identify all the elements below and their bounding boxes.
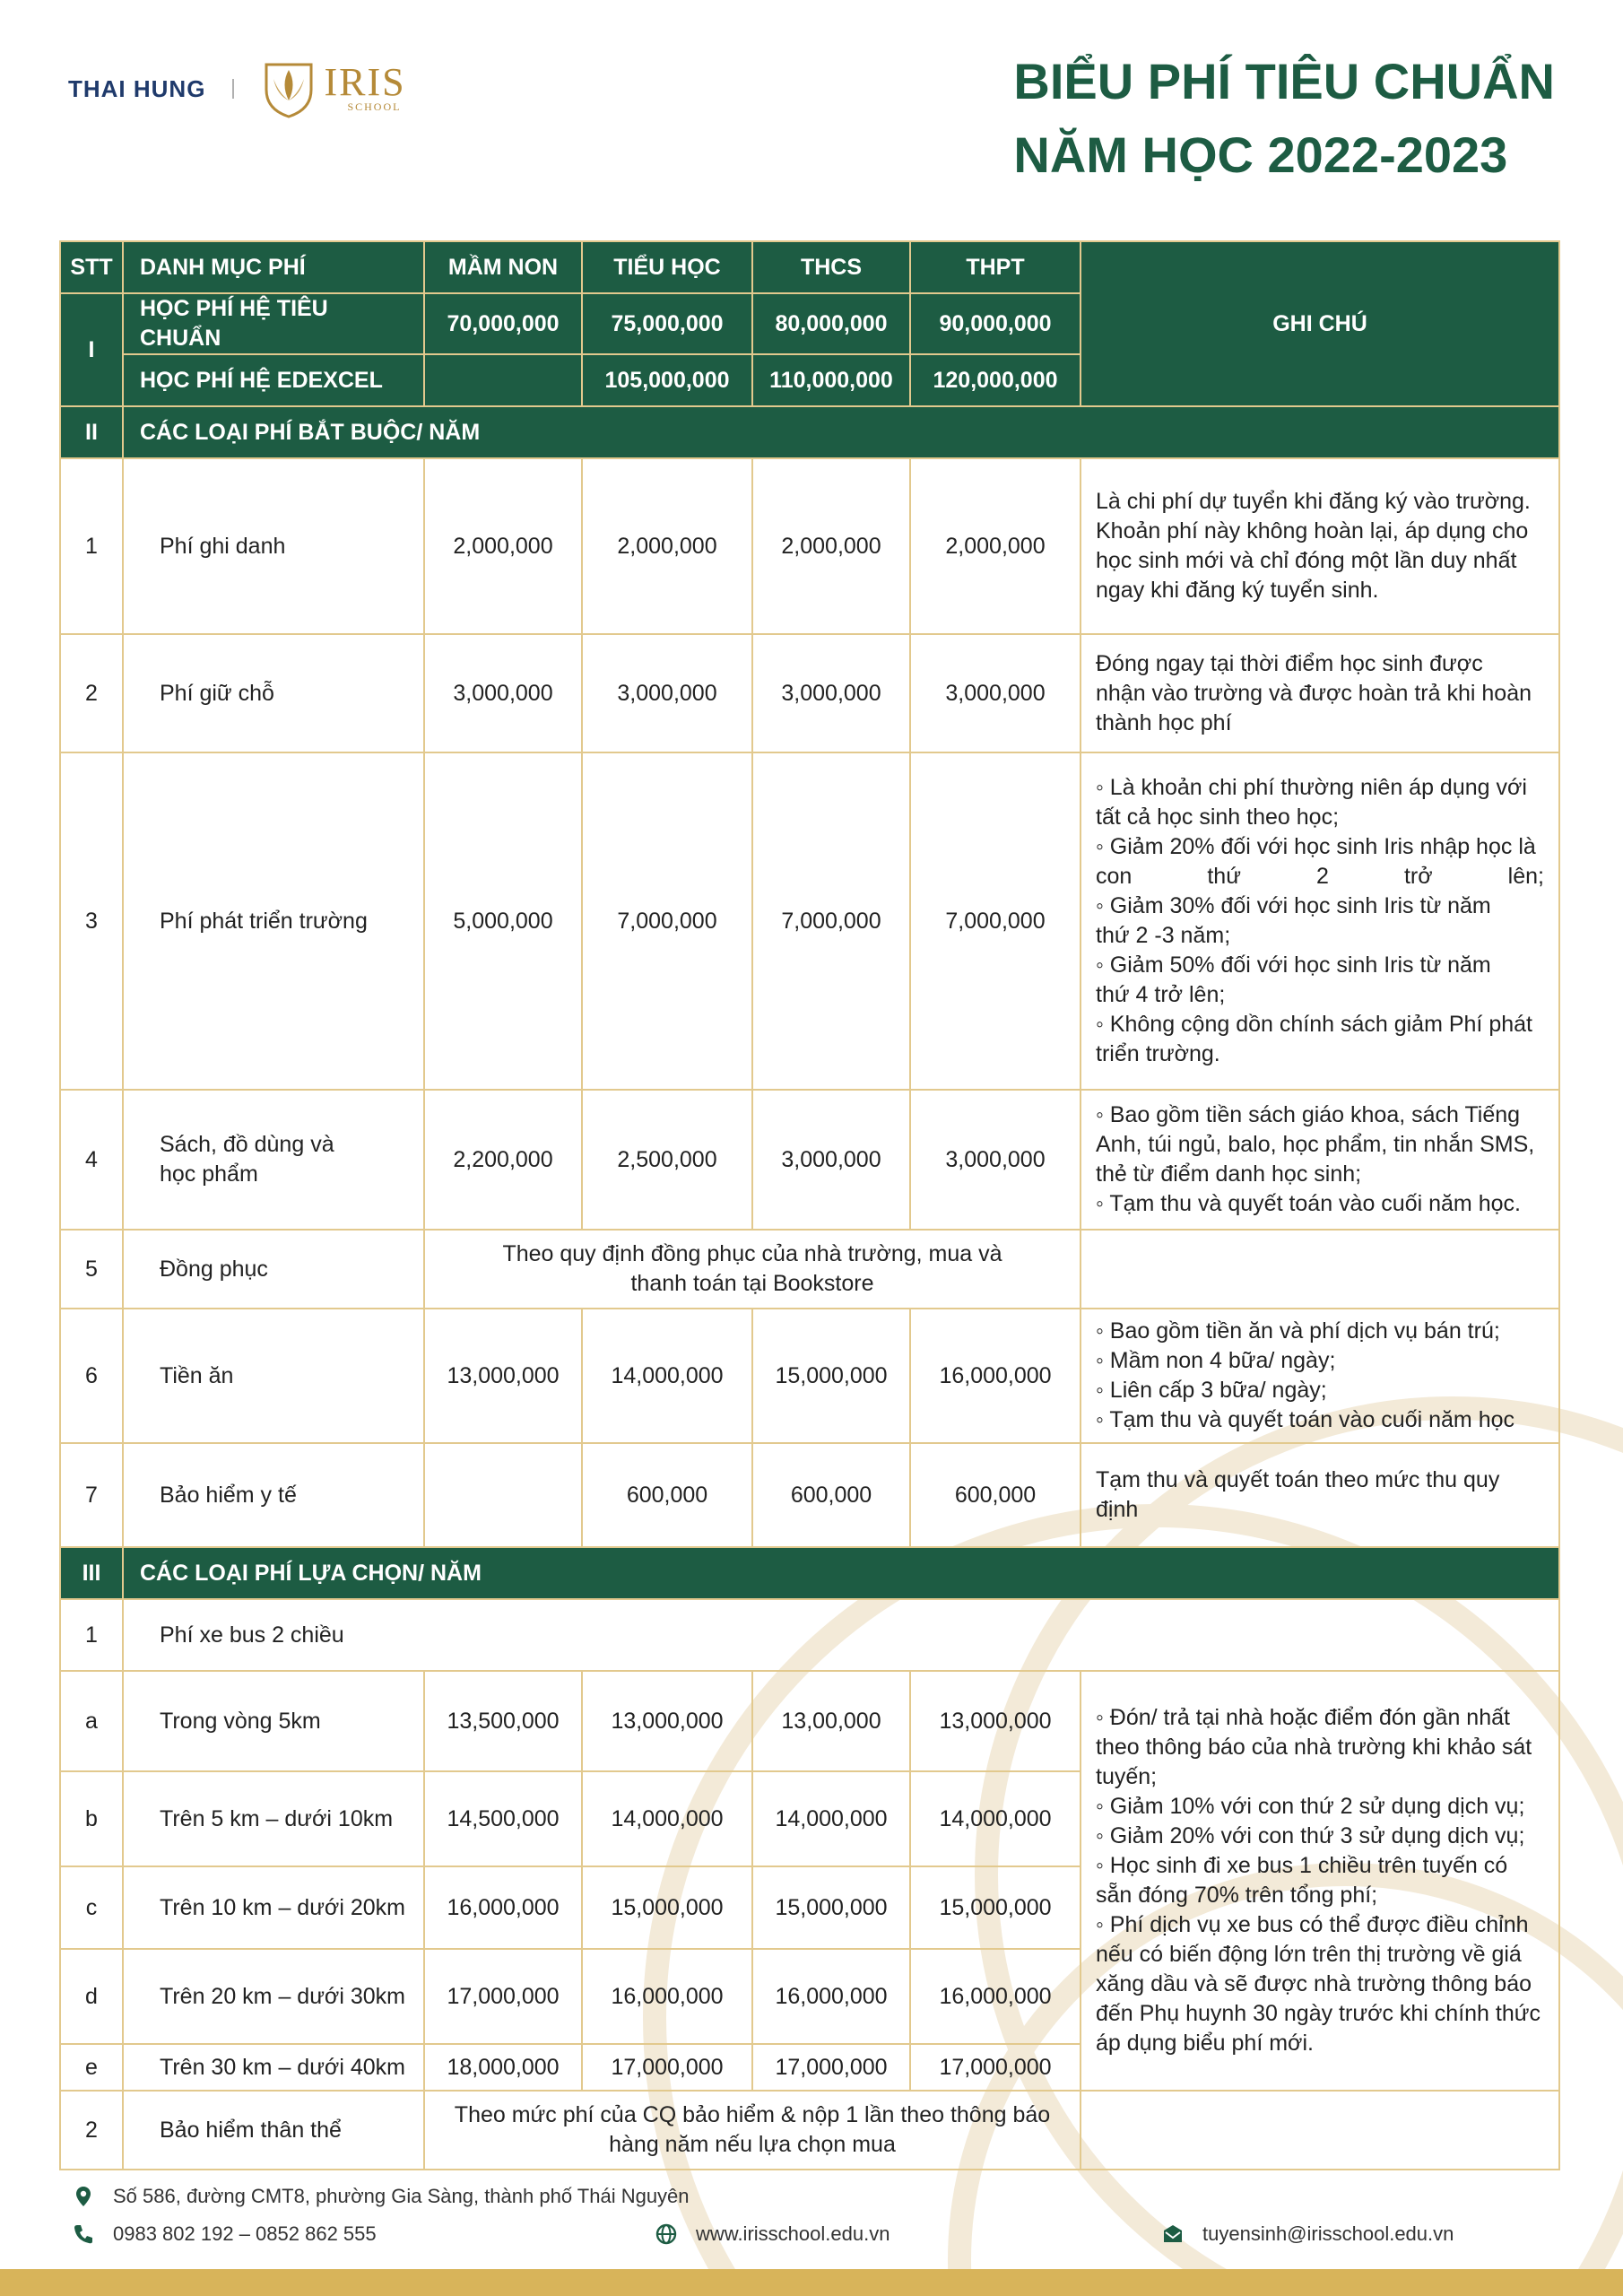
row-stt: e	[60, 2044, 123, 2091]
bus-note: ◦ Đón/ trả tại nhà hoặc điểm đón gần nhất theo thông báo của nhà trường khi khảo sát tuyến; ◦ Giảm 10% với con thứ 2 sử dụng dịch vụ; ◦ Giảm 20% với con thứ 3 sử dụng dịch vụ; ◦ Học sinh đi xe bus 1 chiều trên tuyến có sẵn đóng 70% trên tổng phí; ◦ Phí dịch vụ xe bus có thể được điều chỉnh nếu có biến động lớn trên thị trường về giá xăng dầu và sẽ được nhà trường thông báo đến Phụ huynh 30 ngày trước khi chính thức áp dụng biểu phí mới.	[1081, 1671, 1559, 2091]
table-row	[60, 1090, 1559, 1230]
cell-value: 2,200,000	[424, 1090, 582, 1230]
cell-value: 3,000,000	[752, 1090, 910, 1230]
row-stt: a	[60, 1671, 123, 1771]
tuition-edexcel-label: HỌC PHÍ HỆ EDEXCEL	[123, 354, 424, 406]
table-header-row	[60, 241, 1559, 293]
cell-value: 2,000,000	[424, 458, 582, 634]
row-name: Bảo hiểm thân thể	[123, 2091, 424, 2170]
cell-value: 18,000,000	[424, 2044, 582, 2091]
cell-value: 2,000,000	[752, 458, 910, 634]
table-row	[60, 752, 1559, 1090]
cell-value: 17,000,000	[752, 2044, 910, 2091]
phone-icon	[72, 2222, 95, 2246]
row-stt: 5	[60, 1230, 123, 1309]
row-stt: 1	[60, 458, 123, 634]
cell-value: 17,000,000	[910, 2044, 1081, 2091]
row-name: Tiền ăn	[123, 1309, 424, 1443]
row-name: Trên 10 km – dưới 20km	[123, 1866, 424, 1949]
row-stt: 3	[60, 752, 123, 1090]
cell-value: 600,000	[582, 1443, 752, 1547]
mail-icon	[1161, 2222, 1185, 2246]
row-name: Đồng phục	[123, 1230, 424, 1309]
row-name: Bảo hiểm y tế	[123, 1443, 424, 1547]
cell-value: 2,000,000	[910, 458, 1081, 634]
cell-value: 2,500,000	[582, 1090, 752, 1230]
row-name: Phí phát triển trường	[123, 752, 424, 1090]
cell-value: 7,000,000	[910, 752, 1081, 1090]
cell-value: 14,500,000	[424, 1771, 582, 1866]
table-row	[60, 1309, 1559, 1443]
row-name: Trên 5 km – dưới 10km	[123, 1771, 424, 1866]
cell-value: 15,000,000	[752, 1866, 910, 1949]
table-row	[60, 458, 1559, 634]
tuition-standard-label: HỌC PHÍ HỆ TIÊU CHUẨN	[123, 293, 424, 354]
header-note: GHI CHÚ	[1081, 241, 1559, 406]
footer-website[interactable]: www.irisschool.edu.vn	[655, 2222, 890, 2246]
globe-icon	[655, 2222, 678, 2246]
location-pin-icon	[72, 2185, 95, 2208]
header-tieu-hoc: TIỂU HỌC	[582, 241, 752, 293]
cell-value: 13,000,000	[582, 1671, 752, 1771]
table-row	[60, 1671, 1559, 1771]
cell-value: 13,500,000	[424, 1671, 582, 1771]
row-note: Là chi phí dự tuyển khi đăng ký vào trường. Khoản phí này không hoàn lại, áp dụng cho học sinh mới và chỉ đóng một lần duy nhất ngay khi đăng ký tuyển sinh.	[1081, 458, 1559, 634]
table-row	[60, 2091, 1559, 2170]
cell-value: 14,000,000	[910, 1771, 1081, 1866]
cell-value: 16,000,000	[910, 1309, 1081, 1443]
row-note: ◦ Bao gồm tiền sách giáo khoa, sách Tiếng Anh, túi ngủ, balo, học phẩm, tin nhắn SMS, thẻ từ điểm danh học sinh; ◦ Tạm thu và quyết toán vào cuối năm học.	[1081, 1090, 1559, 1230]
footer-email[interactable]: tuyensinh@irisschool.edu.vn	[1161, 2222, 1454, 2246]
header-category: DANH MỤC PHÍ	[123, 241, 424, 293]
cell-value: 16,000,000	[910, 1949, 1081, 2044]
cell-value: 17,000,000	[424, 1949, 582, 2044]
cell-value: 14,000,000	[752, 1771, 910, 1866]
section-2-title: CÁC LOẠI PHÍ BẮT BUỘC/ NĂM	[123, 406, 1559, 458]
header-mam-non: MẦM NON	[424, 241, 582, 293]
cell-value: 5,000,000	[424, 752, 582, 1090]
cell-value: 70,000,000	[424, 293, 582, 354]
row-stt: 1	[60, 1599, 123, 1671]
row-name: Trong vòng 5km	[123, 1671, 424, 1771]
cell-value: 14,000,000	[582, 1309, 752, 1443]
row-note	[1081, 2091, 1559, 2170]
cell-value: 15,000,000	[752, 1309, 910, 1443]
bottom-accent-bar	[0, 2269, 1623, 2296]
row-stt: c	[60, 1866, 123, 1949]
footer-address: Số 586, đường CMT8, phường Gia Sàng, thành phố Thái Nguyên	[72, 2185, 690, 2208]
row-name: Phí xe bus 2 chiều	[123, 1599, 1559, 1671]
cell-value	[424, 354, 582, 406]
cell-value: 105,000,000	[582, 354, 752, 406]
cell-value: 13,000,000	[910, 1671, 1081, 1771]
section-3-title: CÁC LOẠI PHÍ LỰA CHỌN/ NĂM	[123, 1547, 1559, 1599]
row-note: Đóng ngay tại thời điểm học sinh được nhận vào trường và được hoàn trả khi hoàn thành học phí	[1081, 634, 1559, 752]
brand-thai-hung: THAI HUNG	[68, 74, 206, 102]
table-row	[60, 1230, 1559, 1309]
row-note: ◦ Bao gồm tiền ăn và phí dịch vụ bán trú; ◦ Mầm non 4 bữa/ ngày; ◦ Liên cấp 3 bữa/ ngày; ◦ Tạm thu và quyết toán vào cuối năm học	[1081, 1309, 1559, 1443]
cell-value: 15,000,000	[910, 1866, 1081, 1949]
logo-divider	[232, 79, 234, 99]
cell-value: 16,000,000	[582, 1949, 752, 2044]
row-name: Phí ghi danh	[123, 458, 424, 634]
cell-value: 16,000,000	[424, 1866, 582, 1949]
page-title	[1013, 45, 1555, 192]
row-stt: 2	[60, 2091, 123, 2170]
cell-value: 2,000,000	[582, 458, 752, 634]
row-stt: 7	[60, 1443, 123, 1547]
section-2-stt: II	[60, 406, 123, 458]
cell-value: 14,000,000	[582, 1771, 752, 1866]
cell-value	[424, 1443, 582, 1547]
table-row	[60, 1599, 1559, 1671]
section-header-row	[60, 1547, 1559, 1599]
row-stt: d	[60, 1949, 123, 2044]
row-note	[1081, 1230, 1559, 1309]
row-name: Phí giữ chỗ	[123, 634, 424, 752]
iris-crest-icon	[261, 59, 317, 118]
cell-value: 7,000,000	[582, 752, 752, 1090]
cell-value: 120,000,000	[910, 354, 1081, 406]
cell-value: 90,000,000	[910, 293, 1081, 354]
cell-value: 3,000,000	[910, 634, 1081, 752]
cell-value: 15,000,000	[582, 1866, 752, 1949]
cell-value: 7,000,000	[752, 752, 910, 1090]
cell-value: 3,000,000	[582, 634, 752, 752]
merged-value: Theo quy định đồng phục của nhà trường, mua và thanh toán tại Bookstore	[424, 1230, 1081, 1309]
footer-phone: 0983 802 192 – 0852 862 555	[72, 2222, 377, 2246]
row-stt: 4	[60, 1090, 123, 1230]
row-stt: 6	[60, 1309, 123, 1443]
cell-value: 3,000,000	[752, 634, 910, 752]
row-note: ◦ Là khoản chi phí thường niên áp dụng với tất cả học sinh theo học; ◦ Giảm 20% đối với học sinh Iris nhập học là con thứ 2 trở lên; ◦ Giảm 30% đối với học sinh Iris từ năm thứ 2 -3 năm; ◦ Giảm 50% đối với học sinh Iris từ năm thứ 4 trở lên; ◦ Không cộng dồn chính sách giảm Phí phát triển trường.	[1081, 752, 1559, 1090]
fee-table	[59, 240, 1560, 2170]
school-logo	[68, 56, 406, 122]
header-thcs: THCS	[752, 241, 910, 293]
table-row	[60, 1443, 1559, 1547]
cell-value: 13,00,000	[752, 1671, 910, 1771]
row-name: Trên 20 km – dưới 30km	[123, 1949, 424, 2044]
row-name: Trên 30 km – dưới 40km	[123, 2044, 424, 2091]
iris-wordmark: IRIS SCHOOL	[324, 59, 406, 113]
title-line-2: NĂM HỌC 2022-2023	[1013, 126, 1508, 183]
header-stt: STT	[60, 241, 123, 293]
row-note: Tạm thu và quyết toán theo mức thu quy định	[1081, 1443, 1559, 1547]
cell-value: 17,000,000	[582, 2044, 752, 2091]
section-1-stt: I	[60, 293, 123, 406]
cell-value: 110,000,000	[752, 354, 910, 406]
merged-value: Theo mức phí của CQ bảo hiểm & nộp 1 lần theo thông báo hàng năm nếu lựa chọn mua	[424, 2091, 1081, 2170]
cell-value: 80,000,000	[752, 293, 910, 354]
cell-value: 13,000,000	[424, 1309, 582, 1443]
cell-value: 600,000	[910, 1443, 1081, 1547]
section-3-stt: III	[60, 1547, 123, 1599]
cell-value: 16,000,000	[752, 1949, 910, 2044]
cell-value: 3,000,000	[910, 1090, 1081, 1230]
cell-value: 3,000,000	[424, 634, 582, 752]
table-row	[60, 634, 1559, 752]
cell-value: 75,000,000	[582, 293, 752, 354]
row-stt: b	[60, 1771, 123, 1866]
section-header-row	[60, 406, 1559, 458]
row-name: Sách, đồ dùng và học phẩm	[123, 1090, 424, 1230]
row-stt: 2	[60, 634, 123, 752]
cell-value: 600,000	[752, 1443, 910, 1547]
header-thpt: THPT	[910, 241, 1081, 293]
title-line-1: BIỂU PHÍ TIÊU CHUẨN	[1013, 53, 1555, 109]
